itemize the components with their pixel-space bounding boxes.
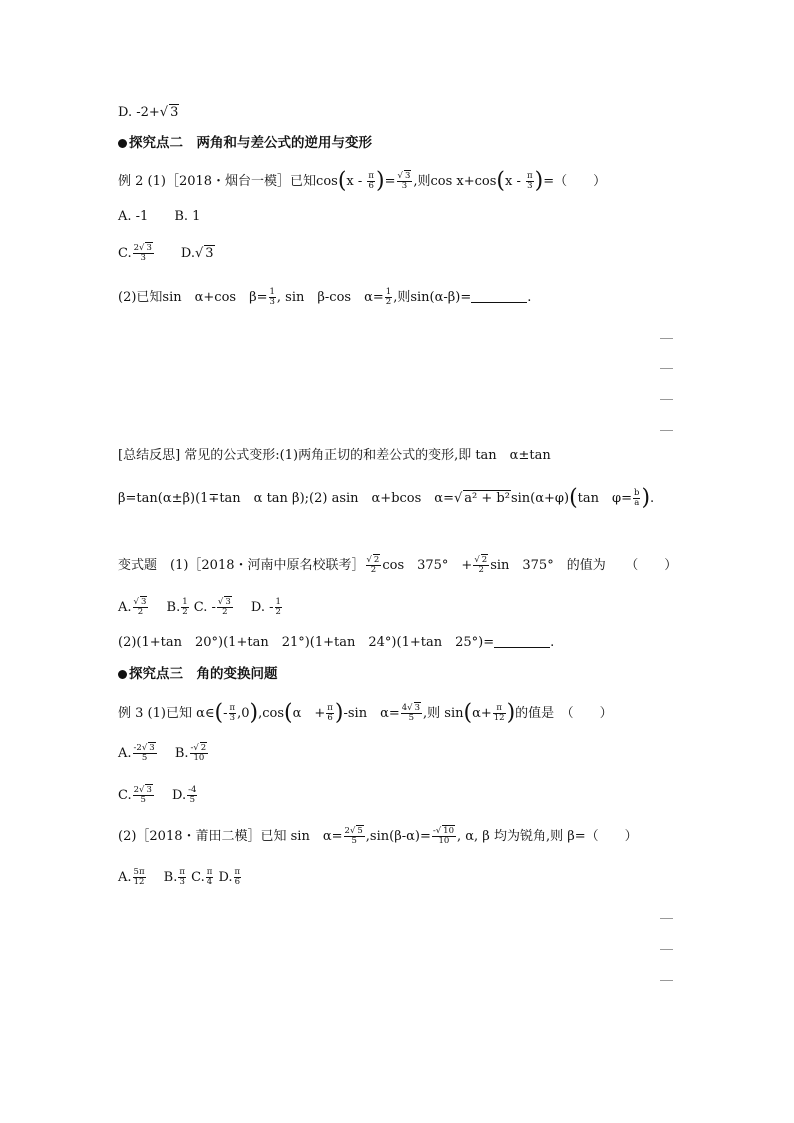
- option-d: D.: [180, 246, 195, 261]
- fraction: $\frac{2√ 3}{3}$: [133, 243, 152, 263]
- summary-line-2: β=tan(α±β)(1∓tan α tan β);(2) asin α+bcos α=√ a² + b²sin(α+φ)(tan φ= $\frac{b}{a}$ ).: [118, 485, 655, 511]
- answer-blank: （ ）: [554, 174, 607, 189]
- fraction: $\frac{\pi}{6}$: [327, 703, 333, 723]
- example-2-options-ab: [118, 208, 200, 226]
- fraction: $\frac{\pi}{3}$: [179, 867, 185, 887]
- margin-mark: [660, 368, 673, 369]
- option-c: C.: [118, 246, 132, 261]
- fraction: $\frac{\pi}{3}$: [527, 171, 533, 191]
- fraction: $\frac{√ 3}{2}$: [133, 597, 147, 617]
- margin-mark: [660, 399, 673, 400]
- fraction: $\frac{√ 2}{2}$: [366, 555, 380, 575]
- option-label: D.: [118, 105, 133, 120]
- bullet-icon: [118, 670, 127, 679]
- example-2-part-2: (2)已知sin α+cos β= $\frac{1}{3}$ , sin β-cos α= $\frac{1}{2}$ ,则sin(α-β)= .: [118, 287, 532, 307]
- fraction: $\frac{\pi}{4}$: [206, 867, 213, 887]
- example-3-part-2-options: A. $\frac{5\pi}{12}$ B. $\frac{\pi}{3}$ C. $\frac{\pi}{4}$ D. $\frac{\pi}{6}$: [118, 867, 241, 887]
- fraction: $\frac{1}{3}$: [269, 287, 275, 307]
- fraction: $\frac{√ 2}{2}$: [474, 555, 488, 575]
- fraction: $\frac{√ 3}{3}$: [397, 171, 411, 191]
- sqrt-value: 3: [170, 105, 179, 120]
- margin-mark: [660, 949, 673, 950]
- variant-options: A. $\frac{√ 3}{2}$ B. $\frac{1}{2}$ C. - $\frac{√ 3}{2}$ D. - $\frac{1}{2}$: [118, 597, 281, 617]
- fraction: $\frac{-4}{5}$: [188, 785, 197, 805]
- fraction: $\frac{1}{2}$: [385, 287, 392, 307]
- fraction: $\frac{-√ 10}{10}$: [432, 826, 454, 846]
- example-3-part-1: 例 3 (1)已知 α∈(- $\frac{\pi}{3}$ ,0),cos(α + $\frac{\pi}{6}$ )-sin α= $\frac{4√ 3}{5}$ ,则 sin(α+ $\frac{\pi}{12}$ )的值是 （ ）: [118, 700, 613, 726]
- option-a: A. -1: [118, 209, 149, 224]
- fraction: $\frac{2√ 5}{5}$: [344, 826, 363, 846]
- fraction: $\frac{-√ 2}{10}$: [190, 743, 207, 763]
- example-3-options-cd: C. $\frac{2√ 3}{5}$ D. $\frac{-4}{5}$: [118, 785, 197, 805]
- bullet-icon: [118, 139, 127, 148]
- example-2-part-1: 例 2 (1)［2018・烟台一模］已知cos(x - $\frac{\pi}{6}$ )= $\frac{√ 3}{3}$ ,则cos x+cos(x - $\frac{\pi}{3}$ )=（ ）: [118, 168, 607, 194]
- fill-blank[interactable]: [494, 635, 550, 648]
- option-expr: -2+: [136, 105, 160, 120]
- fraction: $\frac{\pi}{3}$: [229, 703, 236, 723]
- fraction: $\frac{\pi}{6}$: [234, 867, 241, 887]
- fraction: $\frac{\pi}{12}$: [493, 703, 505, 723]
- variant-part-1: 变式题 (1)［2018・河南中原名校联考］ $\frac{√ 2}{2}$ cos 375° + $\frac{√ 2}{2}$ sin 375° 的值为 （ ）: [118, 555, 678, 575]
- margin-mark: [660, 980, 673, 981]
- example-intro: 例 2 (1)［2018・烟台一模］已知: [118, 174, 317, 189]
- fraction: $\frac{-2√ 3}{5}$: [133, 743, 155, 763]
- fraction: $\frac{1}{2}$: [182, 597, 188, 617]
- heading-text: 探究点二 两角和与差公式的逆用与变形: [129, 135, 372, 151]
- fraction: $\frac{2√ 3}{5}$: [133, 785, 152, 805]
- heading-text: 探究点三 角的变换问题: [129, 666, 278, 682]
- section-heading-3: [118, 665, 278, 683]
- fraction: $\frac{4√ 3}{5}$: [401, 703, 421, 723]
- margin-mark: [660, 430, 673, 431]
- example-2-options-cd: C. $\frac{2√ 3}{3}$ D.√ 3: [118, 243, 214, 263]
- margin-mark: [660, 918, 673, 919]
- option-d-line: D. -2+√ 3: [118, 105, 179, 120]
- fraction: $\frac{\pi}{6}$: [368, 171, 375, 191]
- fraction: $\frac{√ 3}{2}$: [217, 597, 231, 617]
- summary-line-1: [总结反思] 常见的公式变形:(1)两角正切的和差公式的变形,即 tan α±tan: [118, 448, 551, 463]
- example-3-options-ab: A. $\frac{-2√ 3}{5}$ B. $\frac{-√ 2}{10}$: [118, 743, 207, 763]
- fraction: $\frac{5\pi}{12}$: [133, 867, 145, 887]
- fraction: $\frac{1}{2}$: [275, 597, 281, 617]
- example-3-part-2: (2)［2018・莆田二模］已知 sin α= $\frac{2√ 5}{5}$ ,sin(β-α)= $\frac{-√ 10}{10}$ , α, β 均为锐角,则 β=（ ）: [118, 826, 638, 846]
- variant-part-2: (2)(1+tan 20°)(1+tan 21°)(1+tan 24°)(1+tan 25°)= .: [118, 635, 555, 650]
- fraction: $\frac{b}{a}$: [634, 488, 640, 508]
- margin-mark: [660, 338, 673, 339]
- section-heading-2: [118, 134, 372, 152]
- fill-blank[interactable]: [471, 290, 527, 303]
- option-b: B. 1: [174, 209, 201, 224]
